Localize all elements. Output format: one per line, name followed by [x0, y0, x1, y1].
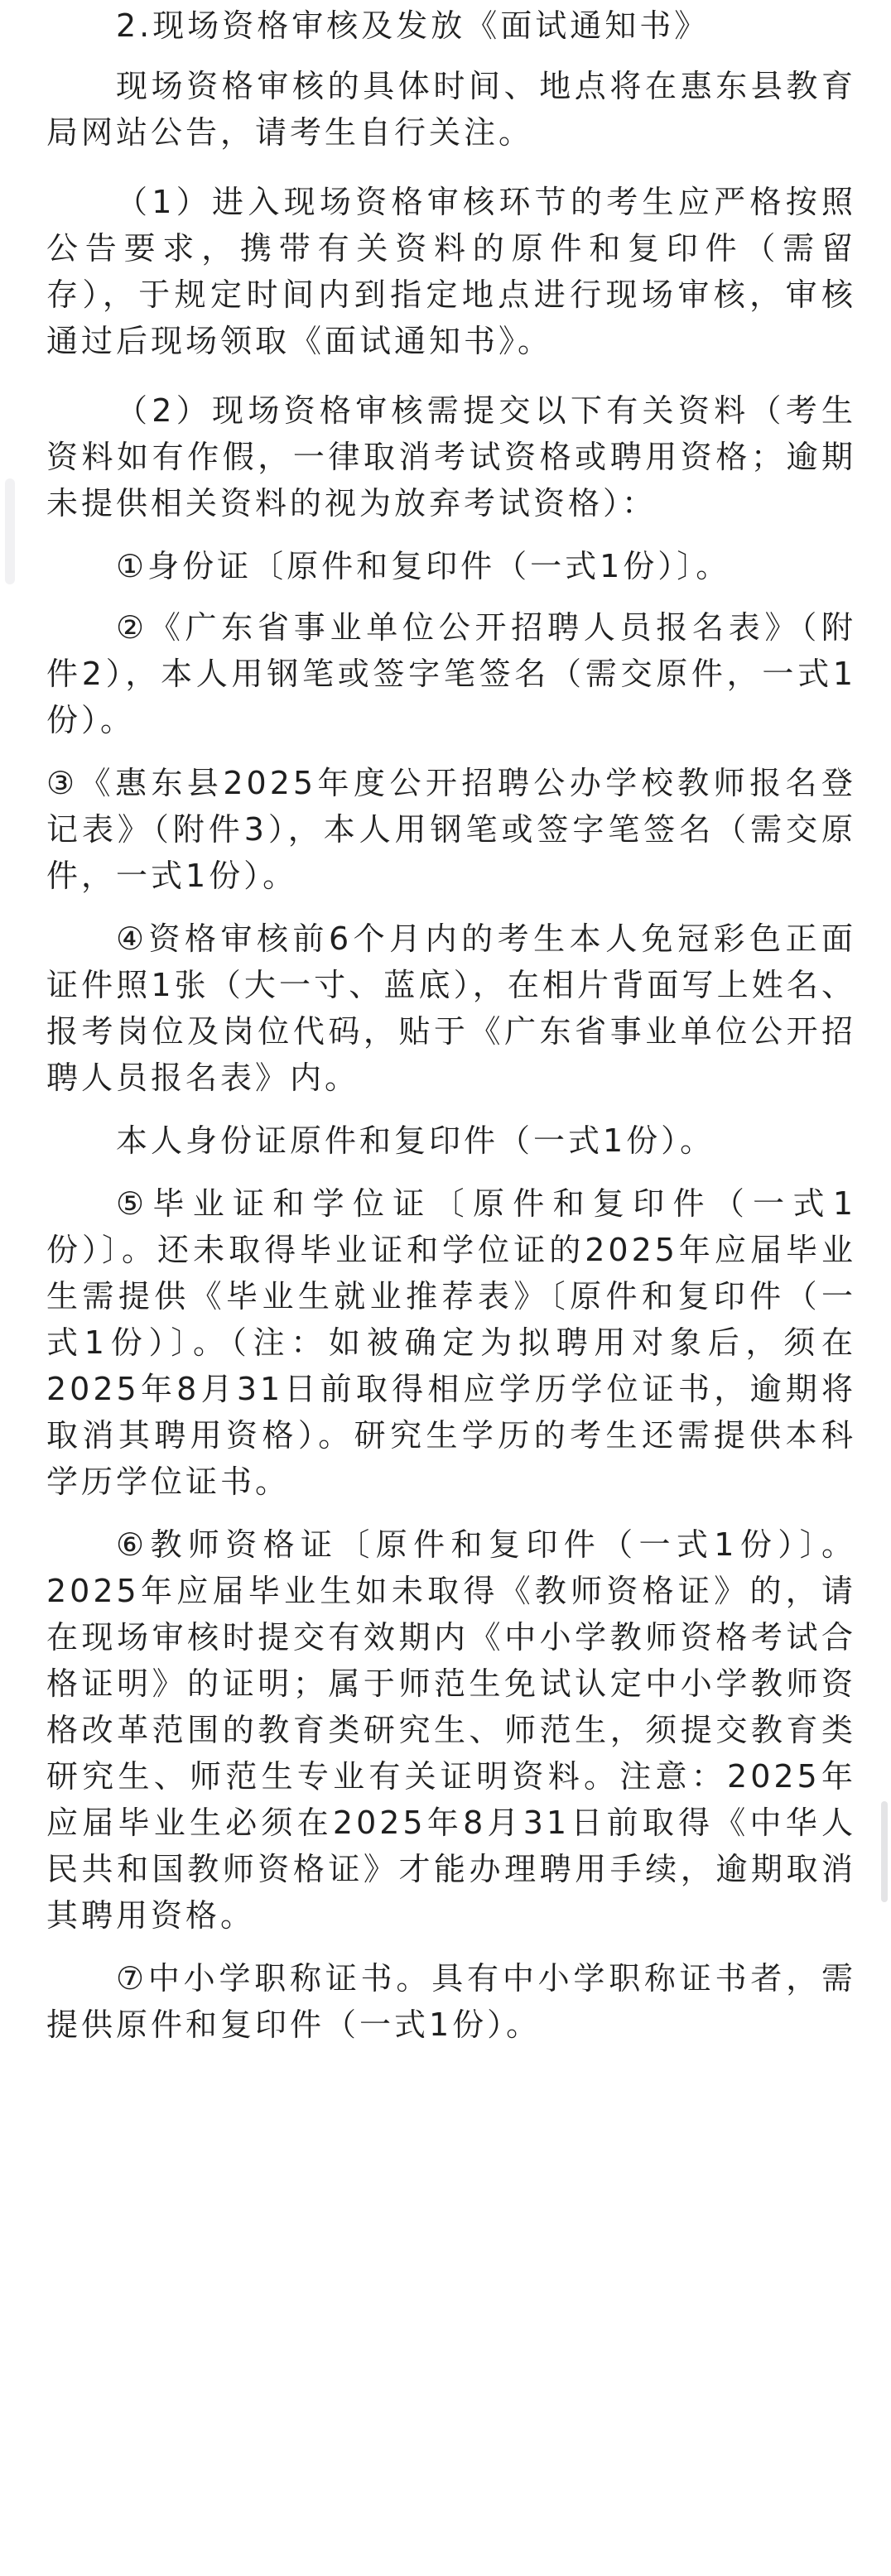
section-title: 2.现场资格审核及发放《面试通知书》: [116, 7, 710, 44]
list-item-teacher-registration-form: ③《惠东县2025年度公开招聘公办学校教师报名登记表》（附件3），本人用钢笔或签字笔签名（需交原件，一式1份）。: [46, 765, 856, 894]
requirement-paragraph-2: （2）现场资格审核需提交以下有关资料（考生资料如有作假，一律取消考试资格或聘用资格；逾期未提供相关资料的视为放弃考试资格）：: [46, 392, 856, 521]
page-scrollbar[interactable]: [881, 1801, 888, 1902]
intro-paragraph: 现场资格审核的具体时间、地点将在惠东县教育局网站公告，请考生自行关注。: [46, 68, 856, 151]
list-item-title-certificate: ⑦中小学职称证书。具有中小学职称证书者，需提供原件和复印件（一式1份）。: [46, 1960, 856, 2043]
left-scroll-indicator[interactable]: [5, 478, 15, 584]
article-body: [46, 0, 856, 2064]
requirement-paragraph-1: （1）进入现场资格审核环节的考生应严格按照公告要求，携带有关资料的原件和复印件（需留存），于规定时间内到指定地点进行现场审核，审核通过后现场领取《面试通知书》。: [46, 184, 856, 359]
list-item-teacher-certificate: ⑥教师资格证〔原件和复印件（一式1份）〕。2025年应届毕业生如未取得《教师资格证》的，请在现场审核时提交有效期内《中小学教师资格考试合格证明》的证明；属于师范生免试认定中小学教师资格改革范围的教育类研究生、师范生，须提交教育类研究生、师范生专业有关证明资料。注意：2025年应届毕业生必须在2025年8月31日前取得《中华人民共和国教师资格证》才能办理聘用手续，逾期取消其聘用资格。: [46, 1526, 856, 1934]
list-item-photo: ④资格审核前6个月内的考生本人免冠彩色正面证件照1张（大一寸、蓝底），在相片背面写上姓名、报考岗位及岗位代码，贴于《广东省事业单位公开招聘人员报名表》内。: [46, 920, 856, 1096]
list-item-registration-form: ②《广东省事业单位公开招聘人员报名表》（附件2），本人用钢笔或签字笔签名（需交原件，一式1份）。: [46, 609, 856, 738]
list-item-id-copy: 本人身份证原件和复印件（一式1份）。: [116, 1122, 715, 1159]
list-item-diploma: ⑤毕业证和学位证〔原件和复印件（一式1份）〕。还未取得毕业证和学位证的2025年应届毕业生需提供《毕业生就业推荐表》〔原件和复印件（一式1份）〕。（注：如被确定为拟聘用对象后，须在2025年8月31日前取得相应学历学位证书，逾期将取消其聘用资格）。研究生学历的考生还需提供本科学历学位证书。: [46, 1185, 856, 1500]
list-item-id-card: ①身份证〔原件和复印件（一式1份）〕。: [116, 548, 731, 584]
